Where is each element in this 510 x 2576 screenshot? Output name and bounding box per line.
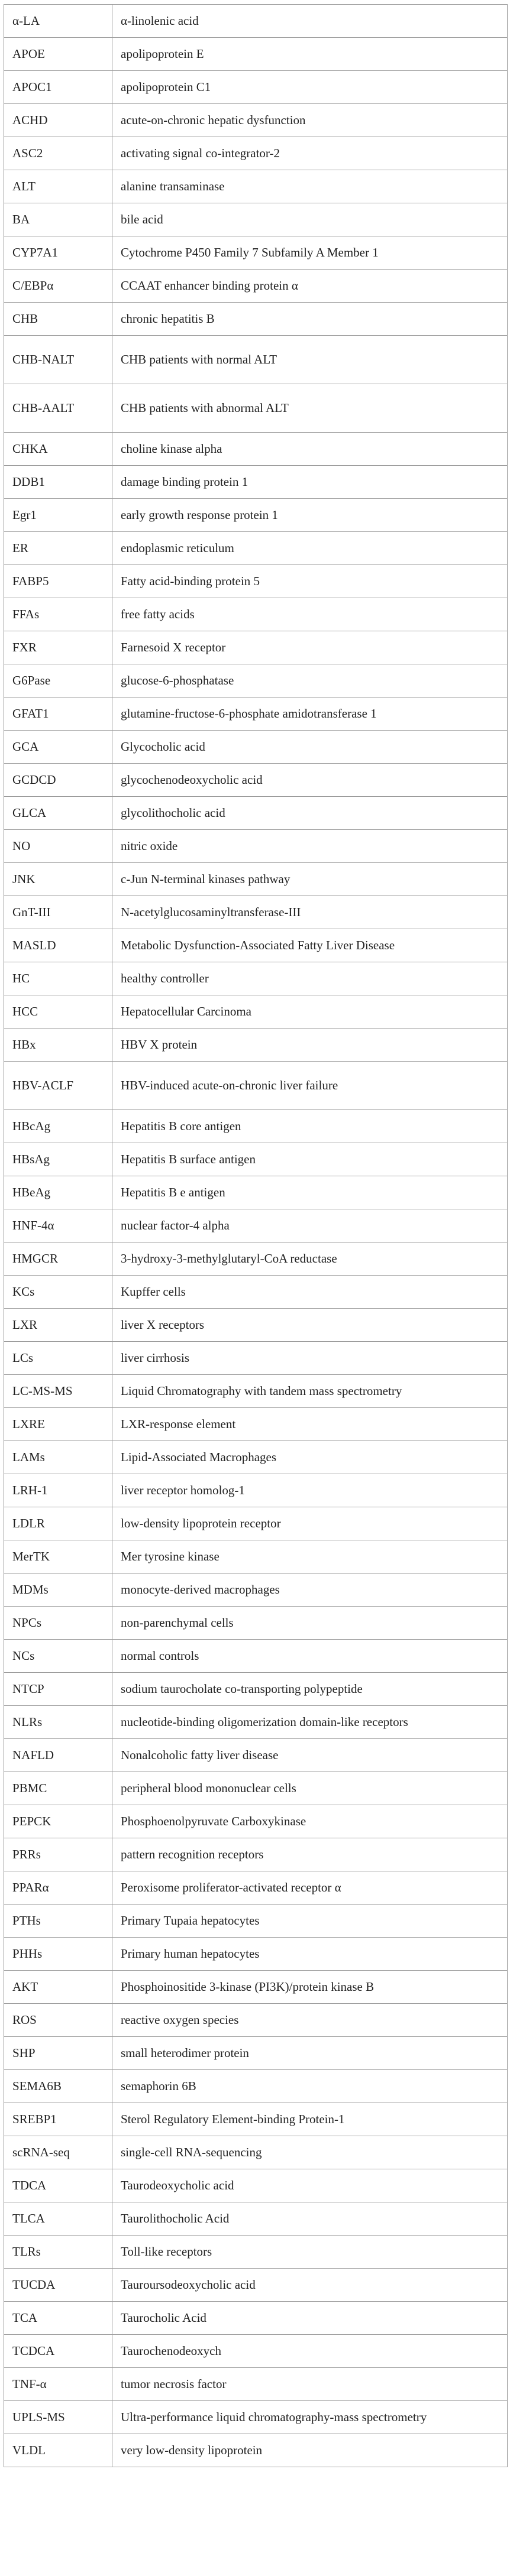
abbreviation-cell: FFAs xyxy=(4,598,112,631)
table-row xyxy=(4,896,508,929)
abbreviation-cell: DDB1 xyxy=(4,466,112,499)
table-row xyxy=(4,830,508,863)
abbreviation-cell: LRH-1 xyxy=(4,1474,112,1507)
definition-cell: Tauroursodeoxycholic acid xyxy=(112,2269,508,2302)
abbreviation-cell: GLCA xyxy=(4,797,112,830)
definition-cell: Liquid Chromatography with tandem mass spectrometry xyxy=(112,1375,508,1408)
abbreviation-cell: UPLS-MS xyxy=(4,2401,112,2434)
abbreviation-cell: LCs xyxy=(4,1342,112,1375)
table-row xyxy=(4,1871,508,1905)
abbreviation-cell: NTCP xyxy=(4,1673,112,1706)
abbreviation-cell: GnT-III xyxy=(4,896,112,929)
definition-cell: Fatty acid-binding protein 5 xyxy=(112,565,508,598)
abbreviation-cell: PTHs xyxy=(4,1905,112,1938)
abbreviation-cell: PRRs xyxy=(4,1838,112,1871)
abbreviation-cell: HBcAg xyxy=(4,1110,112,1143)
abbreviation-cell: CYP7A1 xyxy=(4,236,112,270)
abbreviation-cell: ALT xyxy=(4,170,112,203)
definition-cell: CCAAT enhancer binding protein α xyxy=(112,270,508,303)
table-row xyxy=(4,137,508,170)
abbreviation-cell: HCC xyxy=(4,995,112,1029)
definition-cell: liver cirrhosis xyxy=(112,1342,508,1375)
definition-cell: liver receptor homolog-1 xyxy=(112,1474,508,1507)
definition-cell: Primary human hepatocytes xyxy=(112,1938,508,1971)
table-row xyxy=(4,1408,508,1441)
definition-cell: acute-on-chronic hepatic dysfunction xyxy=(112,104,508,137)
abbreviation-cell: HNF-4α xyxy=(4,1209,112,1242)
abbreviation-cell: VLDL xyxy=(4,2434,112,2467)
table-row xyxy=(4,598,508,631)
definition-cell: semaphorin 6B xyxy=(112,2070,508,2103)
abbreviation-cell: ACHD xyxy=(4,104,112,137)
abbreviation-cell: FXR xyxy=(4,631,112,664)
abbreviation-cell: PEPCK xyxy=(4,1805,112,1838)
table-row xyxy=(4,1938,508,1971)
definition-cell: pattern recognition receptors xyxy=(112,1838,508,1871)
definition-cell: HBV X protein xyxy=(112,1029,508,1062)
definition-cell: Metabolic Dysfunction-Associated Fatty Liver Disease xyxy=(112,929,508,962)
definition-cell: glucose-6-phosphatase xyxy=(112,664,508,697)
abbreviation-cell: ROS xyxy=(4,2004,112,2037)
table-row xyxy=(4,2368,508,2401)
definition-cell: normal controls xyxy=(112,1640,508,1673)
table-row xyxy=(4,71,508,104)
definition-cell: damage binding protein 1 xyxy=(112,466,508,499)
abbreviation-cell: LC-MS-MS xyxy=(4,1375,112,1408)
abbreviation-cell: APOE xyxy=(4,38,112,71)
definition-cell: Phosphoenolpyruvate Carboxykinase xyxy=(112,1805,508,1838)
abbreviation-cell: G6Pase xyxy=(4,664,112,697)
table-row xyxy=(4,104,508,137)
table-row xyxy=(4,203,508,236)
abbreviation-cell: HMGCR xyxy=(4,1242,112,1276)
definition-cell: c-Jun N-terminal kinases pathway xyxy=(112,863,508,896)
table-row xyxy=(4,565,508,598)
table-row xyxy=(4,1176,508,1209)
table-row xyxy=(4,1607,508,1640)
definition-cell: non-parenchymal cells xyxy=(112,1607,508,1640)
table-row xyxy=(4,1062,508,1110)
definition-cell: peripheral blood mononuclear cells xyxy=(112,1772,508,1805)
definition-cell: Taurodeoxycholic acid xyxy=(112,2169,508,2202)
definition-cell: nitric oxide xyxy=(112,830,508,863)
abbreviation-cell: TLRs xyxy=(4,2236,112,2269)
table-row xyxy=(4,1029,508,1062)
abbreviation-cell: C/EBPα xyxy=(4,270,112,303)
table-row xyxy=(4,863,508,896)
abbreviation-cell: scRNA-seq xyxy=(4,2136,112,2169)
abbreviation-cell: HBsAg xyxy=(4,1143,112,1176)
table-row xyxy=(4,2070,508,2103)
abbreviation-cell: Egr1 xyxy=(4,499,112,532)
table-row xyxy=(4,664,508,697)
abbreviation-cell: APOC1 xyxy=(4,71,112,104)
table-row xyxy=(4,2401,508,2434)
definition-cell: 3-hydroxy-3-methylglutaryl-CoA reductase xyxy=(112,1242,508,1276)
abbreviation-cell: TCA xyxy=(4,2302,112,2335)
definition-cell: Toll-like receptors xyxy=(112,2236,508,2269)
definition-cell: α-linolenic acid xyxy=(112,5,508,38)
abbreviation-table-body xyxy=(4,5,508,2467)
abbreviation-cell: SEMA6B xyxy=(4,2070,112,2103)
definition-cell: Mer tyrosine kinase xyxy=(112,1540,508,1573)
table-row xyxy=(4,303,508,336)
table-row xyxy=(4,1706,508,1739)
definition-cell: Sterol Regulatory Element-binding Protein-1 xyxy=(112,2103,508,2136)
table-row xyxy=(4,1474,508,1507)
abbreviation-cell: AKT xyxy=(4,1971,112,2004)
table-row xyxy=(4,2434,508,2467)
table-row xyxy=(4,433,508,466)
table-row xyxy=(4,1276,508,1309)
abbreviation-cell: NO xyxy=(4,830,112,863)
abbreviation-cell: HBeAg xyxy=(4,1176,112,1209)
abbreviation-cell: CHB-NALT xyxy=(4,336,112,384)
abbreviation-cell: LDLR xyxy=(4,1507,112,1540)
definition-cell: nucleotide-binding oligomerization domain-like receptors xyxy=(112,1706,508,1739)
table-row xyxy=(4,1309,508,1342)
table-row xyxy=(4,1143,508,1176)
abbreviation-cell: GCA xyxy=(4,731,112,764)
definition-cell: Farnesoid X receptor xyxy=(112,631,508,664)
table-row xyxy=(4,1507,508,1540)
definition-cell: glutamine-fructose-6-phosphate amidotransferase 1 xyxy=(112,697,508,731)
abbreviation-cell: PBMC xyxy=(4,1772,112,1805)
definition-cell: reactive oxygen species xyxy=(112,2004,508,2037)
table-row xyxy=(4,1375,508,1408)
table-row xyxy=(4,1739,508,1772)
table-row xyxy=(4,2269,508,2302)
abbreviation-cell: SREBP1 xyxy=(4,2103,112,2136)
abbreviation-cell: NLRs xyxy=(4,1706,112,1739)
definition-cell: bile acid xyxy=(112,203,508,236)
table-row xyxy=(4,170,508,203)
definition-cell: very low-density lipoprotein xyxy=(112,2434,508,2467)
definition-cell: chronic hepatitis B xyxy=(112,303,508,336)
abbreviation-cell: GCDCD xyxy=(4,764,112,797)
definition-cell: Ultra-performance liquid chromatography-mass spectrometry xyxy=(112,2401,508,2434)
definition-cell: glycolithocholic acid xyxy=(112,797,508,830)
abbreviation-cell: ER xyxy=(4,532,112,565)
abbreviation-cell: LAMs xyxy=(4,1441,112,1474)
table-row xyxy=(4,631,508,664)
abbreviation-cell: JNK xyxy=(4,863,112,896)
abbreviation-cell: MerTK xyxy=(4,1540,112,1573)
table-row xyxy=(4,1673,508,1706)
definition-cell: CHB patients with normal ALT xyxy=(112,336,508,384)
table-row xyxy=(4,2202,508,2236)
table-row xyxy=(4,1905,508,1938)
table-row xyxy=(4,1838,508,1871)
abbreviation-cell: PPARα xyxy=(4,1871,112,1905)
table-row xyxy=(4,2169,508,2202)
definition-cell: Primary Tupaia hepatocytes xyxy=(112,1905,508,1938)
table-row xyxy=(4,1110,508,1143)
table-row xyxy=(4,1772,508,1805)
table-row xyxy=(4,466,508,499)
definition-cell: N-acetylglucosaminyltransferase-III xyxy=(112,896,508,929)
abbreviation-cell: TUCDA xyxy=(4,2269,112,2302)
definition-cell: sodium taurocholate co-transporting polypeptide xyxy=(112,1673,508,1706)
definition-cell: low-density lipoprotein receptor xyxy=(112,1507,508,1540)
table-row xyxy=(4,236,508,270)
abbreviation-cell: HBV-ACLF xyxy=(4,1062,112,1110)
table-row xyxy=(4,962,508,995)
abbreviation-cell: MDMs xyxy=(4,1573,112,1607)
abbreviation-cell: ASC2 xyxy=(4,137,112,170)
abbreviation-cell: LXRE xyxy=(4,1408,112,1441)
table-row xyxy=(4,270,508,303)
definition-cell: endoplasmic reticulum xyxy=(112,532,508,565)
definition-cell: Kupffer cells xyxy=(112,1276,508,1309)
definition-cell: HBV-induced acute-on-chronic liver failure xyxy=(112,1062,508,1110)
definition-cell: healthy controller xyxy=(112,962,508,995)
abbreviation-cell: MASLD xyxy=(4,929,112,962)
abbreviation-cell: NCs xyxy=(4,1640,112,1673)
table-row xyxy=(4,1209,508,1242)
table-row xyxy=(4,5,508,38)
abbreviation-cell: NAFLD xyxy=(4,1739,112,1772)
table-row xyxy=(4,2236,508,2269)
abbreviation-table xyxy=(4,4,508,2467)
abbreviation-cell: BA xyxy=(4,203,112,236)
table-row xyxy=(4,764,508,797)
abbreviation-cell: SHP xyxy=(4,2037,112,2070)
table-row xyxy=(4,1342,508,1375)
abbreviation-cell: HBx xyxy=(4,1029,112,1062)
abbreviation-cell: CHB xyxy=(4,303,112,336)
definition-cell: Hepatocellular Carcinoma xyxy=(112,995,508,1029)
table-row xyxy=(4,2302,508,2335)
table-row xyxy=(4,697,508,731)
definition-cell: Taurochenodeoxych xyxy=(112,2335,508,2368)
abbreviation-cell: CHKA xyxy=(4,433,112,466)
definition-cell: early growth response protein 1 xyxy=(112,499,508,532)
abbreviation-cell: GFAT1 xyxy=(4,697,112,731)
definition-cell: free fatty acids xyxy=(112,598,508,631)
table-row xyxy=(4,1540,508,1573)
definition-cell: Cytochrome P450 Family 7 Subfamily A Member 1 xyxy=(112,236,508,270)
definition-cell: apolipoprotein E xyxy=(112,38,508,71)
table-row xyxy=(4,1971,508,2004)
abbreviation-cell: CHB-AALT xyxy=(4,384,112,433)
definition-cell: Hepatitis B e antigen xyxy=(112,1176,508,1209)
table-row xyxy=(4,336,508,384)
definition-cell: Taurocholic Acid xyxy=(112,2302,508,2335)
definition-cell: LXR-response element xyxy=(112,1408,508,1441)
definition-cell: glycochenodeoxycholic acid xyxy=(112,764,508,797)
table-row xyxy=(4,2037,508,2070)
table-row xyxy=(4,731,508,764)
table-row xyxy=(4,1242,508,1276)
abbreviation-cell: FABP5 xyxy=(4,565,112,598)
definition-cell: Hepatitis B core antigen xyxy=(112,1110,508,1143)
abbreviation-cell: TLCA xyxy=(4,2202,112,2236)
table-row xyxy=(4,38,508,71)
table-row xyxy=(4,2103,508,2136)
definition-cell: monocyte-derived macrophages xyxy=(112,1573,508,1607)
abbreviation-cell: KCs xyxy=(4,1276,112,1309)
table-row xyxy=(4,1441,508,1474)
definition-cell: Nonalcoholic fatty liver disease xyxy=(112,1739,508,1772)
table-row xyxy=(4,995,508,1029)
table-row xyxy=(4,1805,508,1838)
definition-cell: alanine transaminase xyxy=(112,170,508,203)
table-row xyxy=(4,1573,508,1607)
definition-cell: Phosphoinositide 3-kinase (PI3K)/protein kinase B xyxy=(112,1971,508,2004)
definition-cell: Glycocholic acid xyxy=(112,731,508,764)
abbreviation-cell: HC xyxy=(4,962,112,995)
definition-cell: nuclear factor-4 alpha xyxy=(112,1209,508,1242)
table-row xyxy=(4,797,508,830)
table-row xyxy=(4,499,508,532)
definition-cell: activating signal co-integrator-2 xyxy=(112,137,508,170)
table-row xyxy=(4,929,508,962)
abbreviation-cell: NPCs xyxy=(4,1607,112,1640)
abbreviation-cell: TNF-α xyxy=(4,2368,112,2401)
table-row xyxy=(4,2136,508,2169)
abbreviation-cell: α-LA xyxy=(4,5,112,38)
abbreviation-cell: TDCA xyxy=(4,2169,112,2202)
definition-cell: Taurolithocholic Acid xyxy=(112,2202,508,2236)
abbreviation-cell: LXR xyxy=(4,1309,112,1342)
table-row xyxy=(4,384,508,433)
definition-cell: apolipoprotein C1 xyxy=(112,71,508,104)
abbreviation-cell: PHHs xyxy=(4,1938,112,1971)
definition-cell: Peroxisome proliferator-activated receptor α xyxy=(112,1871,508,1905)
table-row xyxy=(4,532,508,565)
definition-cell: small heterodimer protein xyxy=(112,2037,508,2070)
table-row xyxy=(4,2004,508,2037)
definition-cell: choline kinase alpha xyxy=(112,433,508,466)
definition-cell: tumor necrosis factor xyxy=(112,2368,508,2401)
table-row xyxy=(4,1640,508,1673)
table-row xyxy=(4,2335,508,2368)
definition-cell: Lipid-Associated Macrophages xyxy=(112,1441,508,1474)
definition-cell: single-cell RNA-sequencing xyxy=(112,2136,508,2169)
definition-cell: Hepatitis B surface antigen xyxy=(112,1143,508,1176)
abbreviation-cell: TCDCA xyxy=(4,2335,112,2368)
definition-cell: liver X receptors xyxy=(112,1309,508,1342)
definition-cell: CHB patients with abnormal ALT xyxy=(112,384,508,433)
